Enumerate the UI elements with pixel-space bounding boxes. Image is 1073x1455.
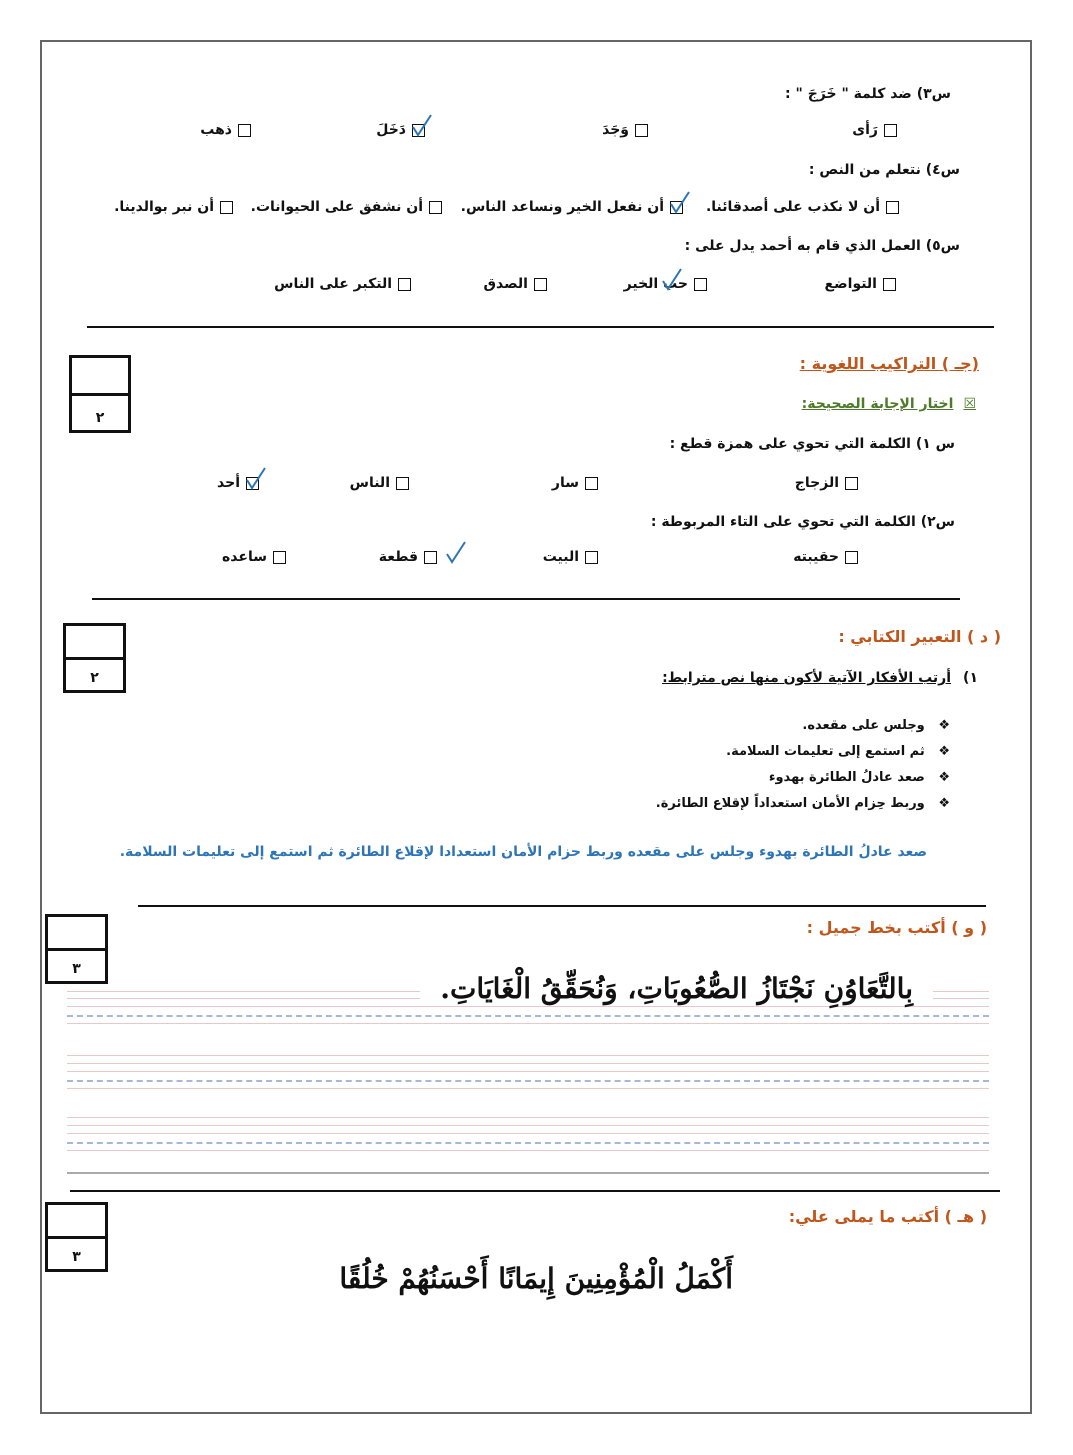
list-item: ❖ صعد عادلُ الطائرة بهدوء (768, 770, 950, 785)
checkbox[interactable] (585, 477, 598, 490)
list-item: ❖ وربط حِزام الأمان استعداداً لإقلاع الطائرة. (655, 796, 950, 811)
section-c-title: (جـ ) التراكيب اللغوية : (799, 354, 979, 373)
section-w-title: ( و ) أكتب بخط جميل : (806, 918, 987, 937)
checkbox[interactable] (220, 201, 233, 214)
q3-option-3[interactable]: دَخَلَ (376, 122, 425, 138)
checkbox[interactable] (534, 278, 547, 291)
q4-option-4[interactable]: أن نبر بوالدينا. (114, 199, 233, 215)
c-q1-question: س ١) الكلمة التي تحوي على همزة قطع : (669, 436, 955, 452)
q4-question: س٤) نتعلم من النص : (808, 162, 960, 178)
checkbox-checked[interactable] (412, 124, 425, 137)
checkbox[interactable] (273, 551, 286, 564)
q4-option-2[interactable]: أن نفعل الخير ونساعد الناس. (461, 199, 683, 215)
checkbox-x-icon: ☒ (963, 396, 976, 412)
c-q2-option-1[interactable]: حقيبته (793, 549, 858, 565)
checkbox[interactable] (886, 201, 899, 214)
checkbox[interactable] (845, 551, 858, 564)
checkbox-checked[interactable] (670, 201, 683, 214)
score-box: ٢ (69, 355, 131, 433)
checkbox[interactable] (238, 124, 251, 137)
q3-option-1[interactable]: رَأى (852, 122, 897, 138)
c-q1-option-4[interactable]: أحد (217, 475, 259, 491)
divider (92, 598, 960, 600)
q4-option-3[interactable]: أن نشفق على الحيوانات. (251, 199, 442, 215)
q5-question: س٥) العمل الذي قام به أحمد يدل على : (684, 238, 960, 254)
checkbox-checked[interactable] (246, 477, 259, 490)
q3-option-4[interactable]: ذهب (200, 122, 251, 138)
divider (70, 1190, 1000, 1192)
handwriting-lines (67, 985, 989, 1180)
q3-option-2[interactable]: وَجَدَ (602, 122, 648, 138)
checkmark-icon (445, 540, 467, 566)
divider (87, 326, 994, 328)
checkbox-checked[interactable] (424, 551, 437, 564)
q5-option-2[interactable]: حب الخير (624, 276, 707, 292)
checkbox[interactable] (845, 477, 858, 490)
ideas-list (530, 718, 950, 822)
checkmark-icon (245, 466, 267, 492)
score-box: ٣ (45, 1202, 108, 1272)
checkmark-icon (411, 113, 433, 139)
section-d-title: ( د ) التعبير الكتابي : (838, 627, 1001, 646)
checkbox[interactable] (398, 278, 411, 291)
divider (138, 905, 986, 907)
checkbox[interactable] (396, 477, 409, 490)
checkmark-icon (661, 267, 683, 293)
calligraphy-sentence: بِالتَّعَاوُنِ نَجْتَازُ الصُّعُوبَاتِ، وَنُحَقِّقُ الْغَايَاتِ. (420, 972, 933, 1005)
c-q1-option-1[interactable]: الزجاج (795, 475, 858, 491)
q5-option-3[interactable]: الصدق (484, 276, 547, 292)
student-answer: صعد عادلُ الطائرة بهدوء وجلس على مقعده وربط حزام الأمان استعدادا لإقلاع الطائرة ثم استمع إلى تعليمات السلامة. (119, 844, 927, 860)
c-q2-option-4[interactable]: ساعده (222, 549, 286, 565)
q3-question: س٣) ضد كلمة " خَرَجَ " : (785, 86, 951, 102)
c-q2-option-2[interactable]: البيت (543, 549, 598, 565)
section-h-title: ( هـ ) أكتب ما يملى علي: (788, 1207, 987, 1226)
checkmark-icon (669, 190, 691, 216)
section-c-instruction: ☒ اختار الإجابة الصحيحة: (801, 396, 976, 412)
checkbox[interactable] (883, 278, 896, 291)
checkbox[interactable] (585, 551, 598, 564)
c-q2-question: س٢) الكلمة التي تحوي على التاء المربوطة : (650, 514, 955, 530)
score-box: ٢ (63, 623, 126, 693)
checkbox[interactable] (429, 201, 442, 214)
checkbox-checked[interactable] (694, 278, 707, 291)
checkbox[interactable] (884, 124, 897, 137)
q4-option-1[interactable]: أن لا نكذب على أصدقائنا. (706, 199, 899, 215)
q5-option-1[interactable]: التواضع (825, 276, 896, 292)
list-item: ❖ وجلس على مقعده. (802, 718, 950, 733)
score-box: ٣ (45, 914, 108, 984)
list-item: ❖ ثم استمع إلى تعليمات السلامة. (726, 744, 950, 759)
dictation-sentence: أَكْمَلُ الْمُؤْمِنِينَ إِيمَانًا أَحْسَنُهُمْ خُلُقًا (339, 1262, 733, 1295)
c-q2-option-3[interactable]: قطعة (379, 549, 437, 565)
c-q1-option-3[interactable]: الناس (350, 475, 409, 491)
q5-option-4[interactable]: التكبر على الناس (274, 276, 411, 292)
section-d-instruction: ١) أرتب الأفكار الآتية لأكون منها نص مترابط: (662, 670, 978, 686)
c-q1-option-2[interactable]: سار (552, 475, 598, 491)
checkbox[interactable] (635, 124, 648, 137)
